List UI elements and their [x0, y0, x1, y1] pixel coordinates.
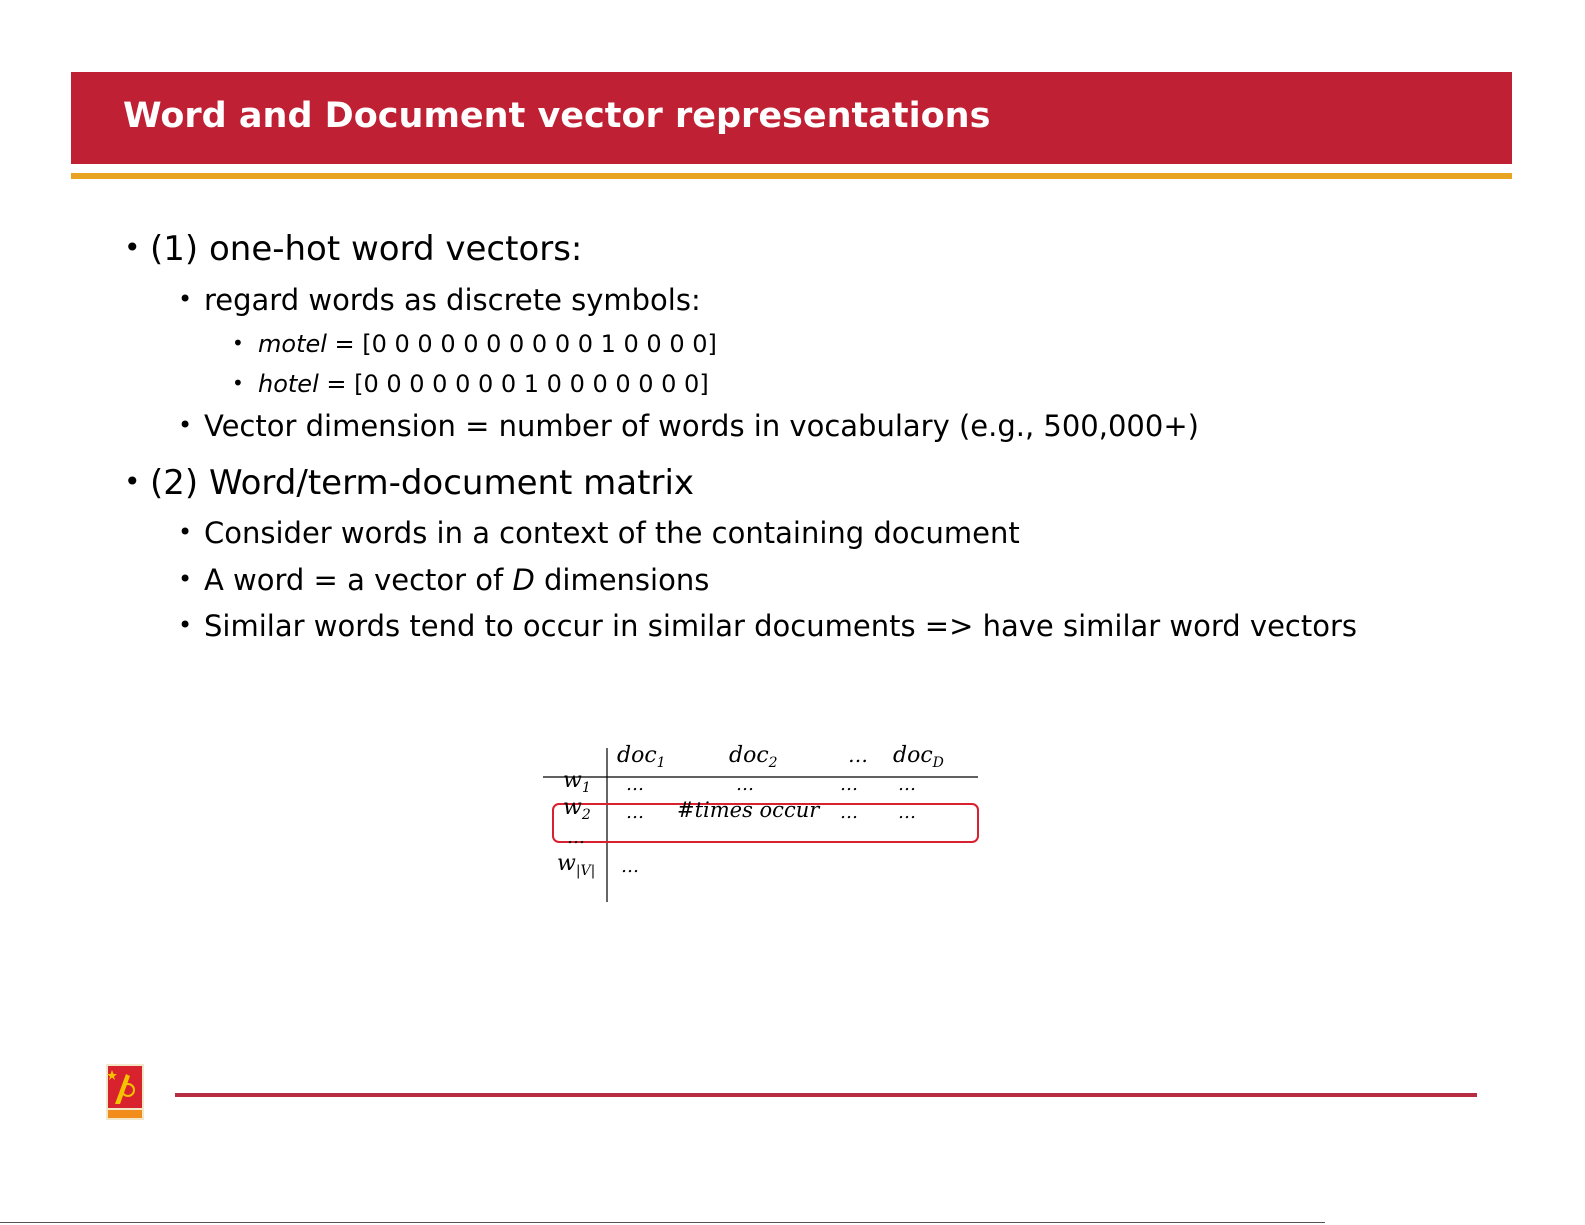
bullet-text: Similar words tend to occur in similar documents => have similar word vectors	[204, 609, 1358, 643]
bullet-word: motel	[258, 330, 327, 358]
bullet-text: Consider words in a context of the containing document	[204, 516, 1020, 550]
bullet-dot: •	[124, 465, 141, 498]
university-logo-icon	[106, 1064, 144, 1120]
bullet-dot: •	[232, 331, 244, 355]
cell-dots: …	[840, 774, 858, 795]
bullet-term-document-matrix	[124, 463, 695, 503]
term-document-matrix	[537, 730, 982, 906]
col-header-doc1: doc$_1$	[617, 743, 666, 771]
bullet-hotel-vector	[232, 370, 709, 398]
bullet-dot: •	[178, 285, 193, 313]
footer-rule	[175, 1093, 1477, 1097]
bullet-dot: •	[232, 371, 244, 395]
row-header-dots: …	[567, 827, 585, 848]
bullet-dot: •	[178, 565, 193, 593]
col-header-doc2: doc$_2$	[729, 743, 778, 771]
cell-dots: …	[626, 802, 644, 823]
bullet-text-prefix: A word = a vector of	[204, 563, 513, 597]
row-header-w2: $w_2$	[563, 795, 591, 823]
cell-dots: …	[621, 856, 639, 877]
title-underline	[71, 173, 1512, 179]
bullet-similar-words	[178, 609, 1358, 643]
col-header-docD: doc$_D$	[893, 743, 944, 771]
bullet-vector-dimension	[178, 409, 1199, 443]
cell-dots: …	[898, 802, 916, 823]
bullet-discrete-symbols	[178, 283, 701, 317]
bullet-context	[178, 516, 1020, 550]
row-header-wV: $w_{|V|}$	[557, 851, 596, 879]
col-header-dots: …	[848, 743, 868, 767]
cell-dots: …	[840, 802, 858, 823]
bullet-motel-vector	[232, 330, 717, 358]
bullet-text: (1) one-hot word vectors:	[150, 229, 583, 269]
page-bottom-border	[0, 1222, 1325, 1223]
cell-dots: …	[898, 774, 916, 795]
bullet-dot: •	[178, 611, 193, 639]
row-header-w1: $w_1$	[563, 768, 591, 796]
bullet-d-dimensions	[178, 563, 710, 597]
title-bar	[71, 72, 1512, 164]
cell-dots: …	[626, 774, 644, 795]
bullet-equation: = [0 0 0 0 0 0 0 1 0 0 0 0 0 0 0]	[318, 370, 709, 398]
bullet-one-hot	[124, 229, 583, 269]
slide-title: Word and Document vector representations	[123, 96, 991, 136]
bullet-dot: •	[178, 518, 193, 546]
bullet-dot: •	[178, 411, 193, 439]
bullet-text: (2) Word/term-document matrix	[150, 463, 695, 503]
highlight-cell-text: #times occur	[677, 798, 820, 822]
bullet-text-suffix: dimensions	[534, 563, 710, 597]
bullet-dot: •	[124, 231, 141, 264]
bullet-variable: D	[512, 563, 535, 597]
cell-dots: …	[736, 774, 754, 795]
bullet-text: Vector dimension = number of words in vocabulary (e.g., 500,000+)	[204, 409, 1199, 443]
bullet-equation: = [0 0 0 0 0 0 0 0 0 0 1 0 0 0 0]	[326, 330, 717, 358]
bullet-word: hotel	[258, 370, 319, 398]
bullet-text: regard words as discrete symbols:	[204, 283, 701, 317]
